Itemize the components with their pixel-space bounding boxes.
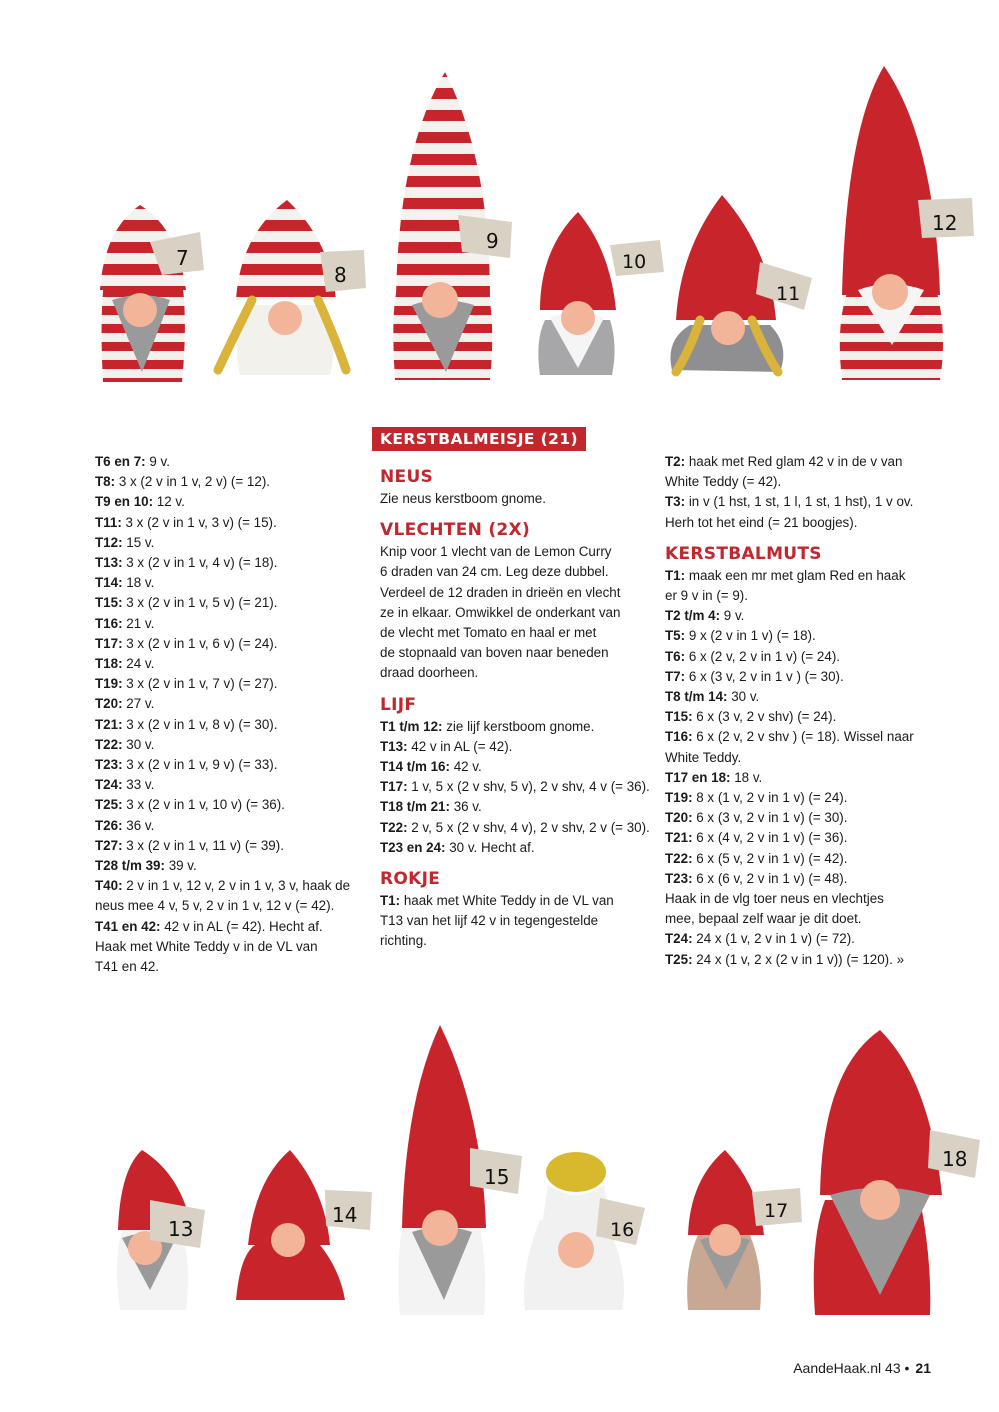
round-label: T22: bbox=[380, 819, 408, 835]
instruction-row bbox=[95, 735, 360, 755]
section-banner-kerstbalmeisje: KERSTBALMEISJE (21) bbox=[372, 427, 586, 451]
instruction-row bbox=[95, 957, 360, 977]
instruction-row bbox=[380, 542, 650, 562]
tag-18: 18 bbox=[942, 1147, 968, 1171]
instruction-text: 2 v in 1 v, 12 v, 2 v in 1 v, 3 v, haak de bbox=[122, 878, 351, 894]
round-label: T41 en 42: bbox=[95, 918, 161, 934]
instruction-row bbox=[665, 727, 935, 747]
instruction-text: draad doorheen. bbox=[380, 665, 479, 681]
round-label: T13: bbox=[95, 555, 123, 571]
instruction-row bbox=[665, 707, 935, 727]
instruction-row bbox=[95, 836, 360, 856]
instruction-text: mee, bepaal zelf waar je dit doet. bbox=[665, 911, 862, 927]
instruction-row bbox=[380, 911, 650, 931]
magazine-name: AandeHaak.nl 43 • bbox=[793, 1360, 910, 1376]
round-label: T14: bbox=[95, 575, 123, 591]
instruction-text: 42 v. bbox=[449, 759, 482, 775]
gnome-9 bbox=[393, 72, 512, 380]
instruction-row bbox=[380, 717, 650, 737]
instruction-text: 42 v in AL (= 42). bbox=[407, 738, 513, 754]
instruction-text: 33 v. bbox=[122, 777, 155, 793]
round-label: T16: bbox=[95, 615, 123, 631]
instruction-text: White Teddy (= 42). bbox=[665, 474, 782, 490]
round-label: T17: bbox=[380, 779, 408, 795]
round-label: T20: bbox=[665, 810, 693, 826]
instruction-row bbox=[95, 755, 360, 775]
instruction-row bbox=[380, 643, 650, 663]
instruction-text: Knip voor 1 vlecht van de Lemon Curry bbox=[380, 544, 612, 560]
instruction-row bbox=[665, 472, 935, 492]
instruction-row bbox=[95, 614, 360, 634]
instruction-row bbox=[380, 891, 650, 911]
instruction-text: zie lijf kerstboom gnome. bbox=[442, 718, 595, 734]
round-label: T5: bbox=[665, 628, 686, 644]
round-label: T2: bbox=[665, 454, 686, 469]
round-label: T19: bbox=[665, 790, 693, 806]
gnome-13 bbox=[117, 1150, 205, 1310]
round-label: T25: bbox=[665, 951, 693, 967]
round-label: T1: bbox=[380, 893, 401, 909]
instruction-text: 6 x (5 v, 2 v in 1 v) (= 42). bbox=[692, 850, 848, 866]
instruction-text: 3 x (2 v in 1 v, 7 v) (= 27). bbox=[122, 676, 278, 692]
instruction-row bbox=[95, 795, 360, 815]
instruction-text: ze in elkaar. Omwikkel de onderkant van bbox=[380, 604, 621, 620]
instruction-text: 9 v. bbox=[720, 608, 745, 624]
instruction-text: 6 x (2 v, 2 v shv ) (= 18). Wissel naar bbox=[692, 729, 914, 745]
round-label: T23: bbox=[95, 757, 123, 773]
gnome-17 bbox=[687, 1150, 802, 1310]
column-2 bbox=[380, 452, 650, 952]
gnome-11 bbox=[670, 195, 812, 372]
instruction-row bbox=[380, 489, 650, 509]
round-label: T17 en 18: bbox=[665, 769, 731, 785]
instruction-row bbox=[665, 687, 935, 707]
round-label: T18 t/m 21: bbox=[380, 799, 450, 815]
round-label: T1 t/m 12: bbox=[380, 718, 443, 734]
instruction-row bbox=[665, 869, 935, 889]
instruction-text: richting. bbox=[380, 933, 427, 949]
instruction-text: 3 x (2 v in 1 v, 4 v) (= 18). bbox=[122, 555, 278, 571]
tag-11: 11 bbox=[776, 283, 801, 305]
instruction-text: 18 v. bbox=[122, 575, 155, 591]
instruction-row bbox=[665, 626, 935, 646]
instruction-row bbox=[95, 654, 360, 674]
tag-16: 16 bbox=[610, 1219, 635, 1241]
instruction-row bbox=[95, 937, 360, 957]
instruction-row bbox=[665, 647, 935, 667]
round-label: T26: bbox=[95, 817, 123, 833]
instruction-row bbox=[380, 777, 650, 797]
instruction-row bbox=[665, 929, 935, 949]
instruction-row bbox=[665, 788, 935, 808]
instruction-text: 6 x (3 v, 2 v in 1 v) (= 30). bbox=[692, 810, 848, 826]
instruction-text: 9 x (2 v in 1 v) (= 18). bbox=[685, 628, 816, 644]
instruction-text: 8 x (1 v, 2 v in 1 v) (= 24). bbox=[692, 790, 848, 806]
instruction-text: 30 v. bbox=[122, 736, 155, 752]
tag-8: 8 bbox=[334, 263, 347, 287]
round-label: T16: bbox=[665, 729, 693, 745]
instruction-row bbox=[95, 472, 360, 492]
instruction-text: 3 x (2 v in 1 v, 3 v) (= 15). bbox=[121, 514, 277, 530]
instruction-row bbox=[95, 593, 360, 613]
instruction-row bbox=[665, 748, 935, 768]
tag-12: 12 bbox=[932, 211, 958, 235]
instruction-row bbox=[95, 573, 360, 593]
vlechten-text bbox=[380, 542, 650, 683]
instruction-text: Haak met White Teddy v in de VL van bbox=[95, 938, 318, 954]
instruction-text: Haak in de vlg toer neus en vlechtjes bbox=[665, 891, 884, 907]
rokje-rows bbox=[380, 891, 650, 952]
round-label: T13: bbox=[380, 738, 408, 754]
instruction-row bbox=[380, 931, 650, 951]
page-number: 21 bbox=[915, 1360, 931, 1376]
round-label: T22: bbox=[95, 736, 123, 752]
heading-kerstbalmuts: KERSTBALMUTS bbox=[665, 543, 822, 564]
instruction-row bbox=[380, 818, 650, 838]
round-label: T7: bbox=[665, 668, 686, 684]
instruction-row bbox=[380, 603, 650, 623]
instruction-text: T41 en 42. bbox=[95, 959, 160, 975]
instruction-text: 12 v. bbox=[153, 494, 185, 510]
instruction-text: 36 v. bbox=[449, 799, 482, 815]
gnome-14 bbox=[236, 1150, 372, 1300]
round-label: T6 en 7: bbox=[95, 454, 146, 469]
instruction-text: neus mee 4 v, 5 v, 2 v in 1 v, 12 v (= 42). bbox=[95, 898, 335, 914]
instruction-row bbox=[665, 452, 935, 472]
instruction-text: Zie neus kerstboom gnome. bbox=[380, 491, 546, 506]
lijf-rows bbox=[380, 717, 650, 858]
instruction-text: 27 v. bbox=[122, 696, 155, 712]
round-label: T12: bbox=[95, 534, 123, 550]
round-label: T22: bbox=[665, 850, 693, 866]
round-label: T21: bbox=[665, 830, 693, 846]
instruction-text: Herh tot het eind (= 21 boogjes). bbox=[665, 514, 858, 530]
instruction-text: 1 v, 5 x (2 v shv, 5 v), 2 v shv, 4 v (= 36). bbox=[407, 779, 650, 795]
instruction-text: 30 v. Hecht af. bbox=[445, 839, 535, 855]
instruction-row bbox=[665, 808, 935, 828]
round-label: T15: bbox=[95, 595, 123, 611]
tag-15: 15 bbox=[484, 1165, 510, 1189]
instruction-text: in v (1 hst, 1 st, 1 l, 1 st, 1 hst), 1 v ov. bbox=[685, 494, 914, 510]
instruction-text: er 9 v in (= 9). bbox=[665, 588, 748, 604]
instruction-row bbox=[380, 562, 650, 582]
instruction-text: 3 x (2 v in 1 v, 10 v) (= 36). bbox=[122, 797, 285, 813]
instruction-row bbox=[380, 737, 650, 757]
instruction-row bbox=[95, 513, 360, 533]
page-footer bbox=[793, 1360, 931, 1376]
round-label: T20: bbox=[95, 696, 123, 712]
instruction-row bbox=[95, 674, 360, 694]
round-label: T24: bbox=[95, 777, 123, 793]
round-label: T15: bbox=[665, 709, 693, 725]
round-label: T40: bbox=[95, 878, 123, 894]
instruction-text: 36 v. bbox=[122, 817, 155, 833]
instruction-text: Verdeel de 12 draden in drieën en vlecht bbox=[380, 584, 621, 600]
round-label: T3: bbox=[665, 494, 686, 510]
round-label: T19: bbox=[95, 676, 123, 692]
instruction-text: 3 x (2 v in 1 v, 6 v) (= 24). bbox=[122, 635, 278, 651]
instruction-text: 2 v, 5 x (2 v shv, 4 v), 2 v shv, 2 v (= 30). bbox=[407, 819, 650, 835]
instruction-row bbox=[665, 768, 935, 788]
heading-vlechten: VLECHTEN (2X) bbox=[380, 520, 531, 541]
instruction-row bbox=[95, 917, 360, 937]
instruction-text: 6 x (2 v, 2 v in 1 v) (= 24). bbox=[685, 648, 841, 664]
tag-9: 9 bbox=[486, 229, 499, 253]
instruction-row bbox=[380, 838, 650, 858]
instruction-row bbox=[95, 533, 360, 553]
rokje-continued-rows bbox=[665, 452, 935, 533]
gnome-10 bbox=[538, 212, 664, 375]
tag-17: 17 bbox=[764, 1200, 789, 1222]
instruction-row bbox=[95, 452, 360, 472]
instruction-row bbox=[380, 663, 650, 683]
round-label: T2 t/m 4: bbox=[665, 608, 721, 624]
round-label: T11: bbox=[95, 514, 122, 530]
instruction-row bbox=[665, 606, 935, 626]
photo-gnomes-7-to-12 bbox=[0, 0, 999, 425]
instruction-text: 3 x (2 v in 1 v, 9 v) (= 33). bbox=[122, 757, 278, 773]
gnome-18 bbox=[814, 1030, 980, 1315]
instruction-row bbox=[665, 566, 935, 586]
instruction-text: 24 v. bbox=[122, 656, 155, 672]
round-label: T9 en 10: bbox=[95, 494, 154, 510]
instruction-row bbox=[95, 856, 360, 876]
instruction-row bbox=[95, 553, 360, 573]
instruction-row bbox=[665, 909, 935, 929]
round-label: T28 t/m 39: bbox=[95, 858, 165, 874]
column-1 bbox=[95, 452, 360, 977]
instruction-text: T13 van het lijf 42 v in tegengestelde bbox=[380, 913, 599, 929]
instruction-row bbox=[665, 849, 935, 869]
round-label: T21: bbox=[95, 716, 123, 732]
instruction-text: maak een mr met glam Red en haak bbox=[685, 567, 906, 583]
round-label: T8: bbox=[95, 474, 116, 490]
tag-7: 7 bbox=[176, 246, 189, 270]
round-label: T23 en 24: bbox=[380, 839, 446, 855]
instruction-text: 42 v in AL (= 42). Hecht af. bbox=[160, 918, 323, 934]
instruction-row bbox=[665, 513, 935, 533]
round-label: T17: bbox=[95, 635, 123, 651]
instruction-row bbox=[95, 694, 360, 714]
instruction-text: 3 x (2 v in 1 v, 2 v) (= 12). bbox=[115, 474, 271, 490]
tag-10: 10 bbox=[622, 251, 647, 273]
instruction-row bbox=[380, 623, 650, 643]
instruction-row bbox=[380, 797, 650, 817]
gnome-8 bbox=[218, 200, 366, 375]
instruction-row bbox=[380, 583, 650, 603]
heading-neus: NEUS bbox=[380, 467, 434, 487]
instruction-text: 24 x (1 v, 2 v in 1 v) (= 72). bbox=[692, 931, 855, 947]
instruction-text: 18 v. bbox=[730, 769, 763, 785]
neus-text bbox=[380, 489, 650, 509]
instruction-text: 30 v. bbox=[727, 689, 760, 705]
round-label: T24: bbox=[665, 931, 693, 947]
instruction-row bbox=[95, 634, 360, 654]
instruction-text: 24 x (1 v, 2 x (2 v in 1 v)) (= 120). » bbox=[692, 951, 905, 967]
instruction-text: 3 x (2 v in 1 v, 5 v) (= 21). bbox=[122, 595, 278, 611]
photo-gnomes-13-to-18 bbox=[0, 995, 999, 1330]
instruction-row bbox=[95, 775, 360, 795]
instruction-text: 9 v. bbox=[145, 454, 170, 469]
round-label: T18: bbox=[95, 656, 123, 672]
instruction-text: haak met Red glam 42 v in de v van bbox=[685, 454, 903, 469]
instruction-text: 39 v. bbox=[164, 858, 197, 874]
instruction-row bbox=[665, 828, 935, 848]
instruction-text: 21 v. bbox=[122, 615, 155, 631]
instruction-text: haak met White Teddy in de VL van bbox=[400, 893, 614, 909]
instruction-row bbox=[665, 889, 935, 909]
gnome-7 bbox=[100, 205, 204, 382]
gnome-15 bbox=[398, 1025, 522, 1315]
heading-rokje: ROKJE bbox=[380, 869, 441, 890]
instruction-text: de vlecht met Tomato en haal er met bbox=[380, 625, 597, 641]
instruction-text: 3 x (2 v in 1 v, 8 v) (= 30). bbox=[122, 716, 278, 732]
instruction-row bbox=[95, 816, 360, 836]
tag-13: 13 bbox=[168, 1217, 194, 1241]
instruction-row bbox=[95, 715, 360, 735]
instruction-row bbox=[665, 950, 935, 970]
instruction-row bbox=[95, 896, 360, 916]
instruction-row bbox=[665, 492, 935, 512]
instruction-text: 6 x (3 v, 2 v in 1 v ) (= 30). bbox=[685, 668, 844, 684]
round-label: T14 t/m 16: bbox=[380, 759, 450, 775]
kerstbalmuts-rows bbox=[665, 566, 935, 970]
instruction-text: 6 x (4 v, 2 v in 1 v) (= 36). bbox=[692, 830, 848, 846]
round-label: T1: bbox=[665, 567, 686, 583]
round-label: T23: bbox=[665, 870, 693, 886]
instruction-text: 6 x (6 v, 2 v in 1 v) (= 48). bbox=[692, 870, 848, 886]
round-label: T27: bbox=[95, 837, 123, 853]
heading-lijf: LIJF bbox=[380, 694, 417, 715]
instruction-row bbox=[665, 586, 935, 606]
round-label: T8 t/m 14: bbox=[665, 689, 728, 705]
instruction-text: 15 v. bbox=[122, 534, 155, 550]
instruction-row bbox=[95, 492, 360, 512]
gnome-12 bbox=[840, 66, 974, 380]
instruction-text: de stopnaald van boven naar beneden bbox=[380, 645, 609, 661]
instruction-text: 6 draden van 24 cm. Leg deze dubbel. bbox=[380, 564, 609, 580]
round-label: T25: bbox=[95, 797, 123, 813]
gnome-16 bbox=[524, 1152, 645, 1310]
instruction-text: White Teddy. bbox=[665, 749, 742, 765]
tag-14: 14 bbox=[332, 1203, 358, 1227]
round-label: T6: bbox=[665, 648, 686, 664]
instruction-row bbox=[380, 757, 650, 777]
instruction-row bbox=[95, 876, 360, 896]
instruction-text: 3 x (2 v in 1 v, 11 v) (= 39). bbox=[122, 837, 284, 853]
instruction-text: 6 x (3 v, 2 v shv) (= 24). bbox=[692, 709, 837, 725]
instruction-row bbox=[665, 667, 935, 687]
column-3 bbox=[665, 452, 935, 970]
